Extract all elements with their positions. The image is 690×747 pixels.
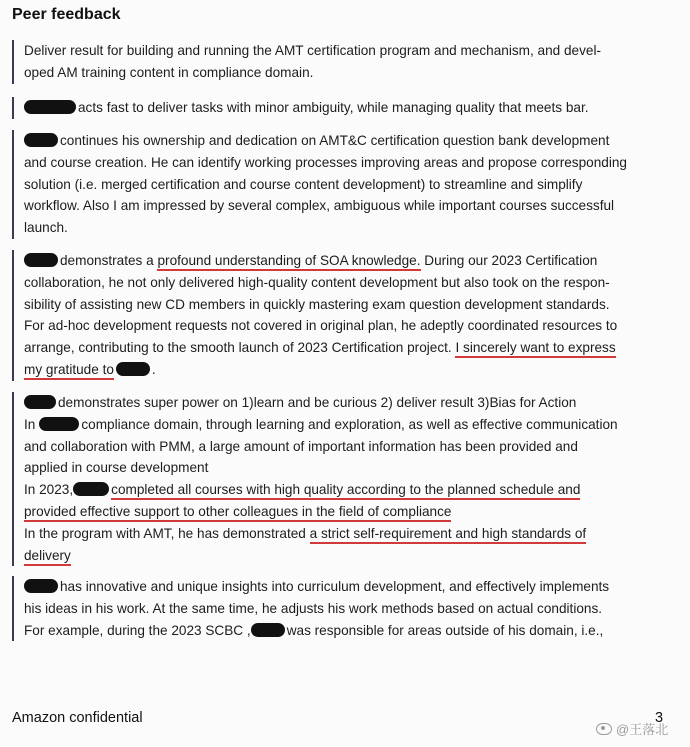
redacted-name: [24, 133, 58, 147]
text-line: arrange, contributing to the smooth launch of 2023 Certification project. I sincerely want to express: [24, 337, 672, 359]
text-line: launch.: [24, 220, 68, 236]
redacted-name: [73, 482, 109, 496]
highlight-underline: delivery: [24, 548, 71, 566]
highlight-underline: completed all courses with high quality according to the planned schedule and: [111, 482, 580, 500]
text-line: demonstrates super power on 1)learn and be curious 2) deliver result 3)Bias for Action: [24, 392, 672, 414]
redacted-name: [24, 100, 76, 114]
text-line: [24, 501, 672, 523]
feedback-block: [12, 250, 672, 381]
redacted-name: [24, 395, 56, 409]
text-line: demonstrates a profound understanding of SOA knowledge. During our 2023 Certification: [24, 250, 672, 272]
redacted-name: [39, 417, 79, 431]
redacted-name: [116, 362, 150, 376]
highlight-underline: I sincerely want to express: [455, 340, 615, 358]
text-line: sibility of assisting new CD members in quickly mastering exam question development standards.: [24, 296, 610, 312]
text-line: oped AM training content in compliance domain.: [24, 64, 314, 80]
feedback-block: [12, 97, 672, 119]
text-line: Deliver result for building and running the AMT certification program and mechanism, and devel-: [24, 43, 602, 58]
text-line: continues his ownership and dedication on AMT&C certification question bank development: [24, 130, 672, 152]
redacted-name: [251, 623, 285, 637]
page-title: Peer feedback: [12, 6, 121, 23]
text-line: In 2023, completed all courses with high quality according to the planned schedule and: [24, 479, 672, 501]
text-line: my gratitude to .: [24, 359, 672, 381]
text-line: For example, during the 2023 SCBC , was responsible for areas outside of his domain, i.e.,: [24, 622, 604, 638]
text-line: applied in course development: [24, 460, 209, 476]
text-line: [24, 545, 672, 567]
text-line: For ad-hoc development requests not covered in original plan, he adeptly coordinated resources to: [24, 318, 618, 334]
confidential-footer: Amazon confidential: [12, 710, 143, 726]
redacted-name: [24, 253, 58, 267]
feedback-block: [12, 130, 672, 239]
text-line: acts fast to deliver tasks with minor ambiguity, while managing quality that meets bar.: [24, 97, 672, 119]
highlight-underline: provided effective support to other colleagues in the field of compliance: [24, 504, 451, 522]
text-line: his ideas in his work. At the same time, he adjusts his work methods based on actual conditions.: [24, 600, 603, 616]
watermark-text: @王落北: [616, 722, 669, 737]
redacted-name: [24, 579, 58, 593]
text-line: has innovative and unique insights into curriculum development, and effectively implements: [24, 576, 672, 598]
text-line: and collaboration with PMM, a large amount of important information has been provided and: [24, 438, 578, 454]
text-line: collaboration, he not only delivered high-quality content development but also took on the respon-: [24, 274, 610, 290]
text-line: workflow. Also I am impressed by several complex, ambiguous while important courses successful: [24, 198, 615, 214]
text-line: In compliance domain, through learning and exploration, as well as effective communication: [24, 416, 618, 432]
highlight-underline: my gratitude to: [24, 362, 114, 380]
highlight-underline: profound understanding of SOA knowledge.: [157, 253, 420, 271]
feedback-block: [12, 576, 672, 641]
watermark: [596, 719, 668, 738]
text-line: solution (i.e. merged certification and course content development) to streamline and simplify: [24, 176, 583, 192]
highlight-underline: a strict self-requirement and high standards of: [310, 526, 587, 544]
text-line: and course creation. He can identify working processes improving areas and propose corresponding: [24, 154, 627, 170]
page-number: 3: [655, 710, 664, 726]
feedback-block: [12, 392, 672, 566]
text-line: In the program with AMT, he has demonstrated a strict self-requirement and high standards of: [24, 523, 672, 545]
weibo-icon: [596, 723, 612, 735]
feedback-block: [12, 40, 672, 84]
